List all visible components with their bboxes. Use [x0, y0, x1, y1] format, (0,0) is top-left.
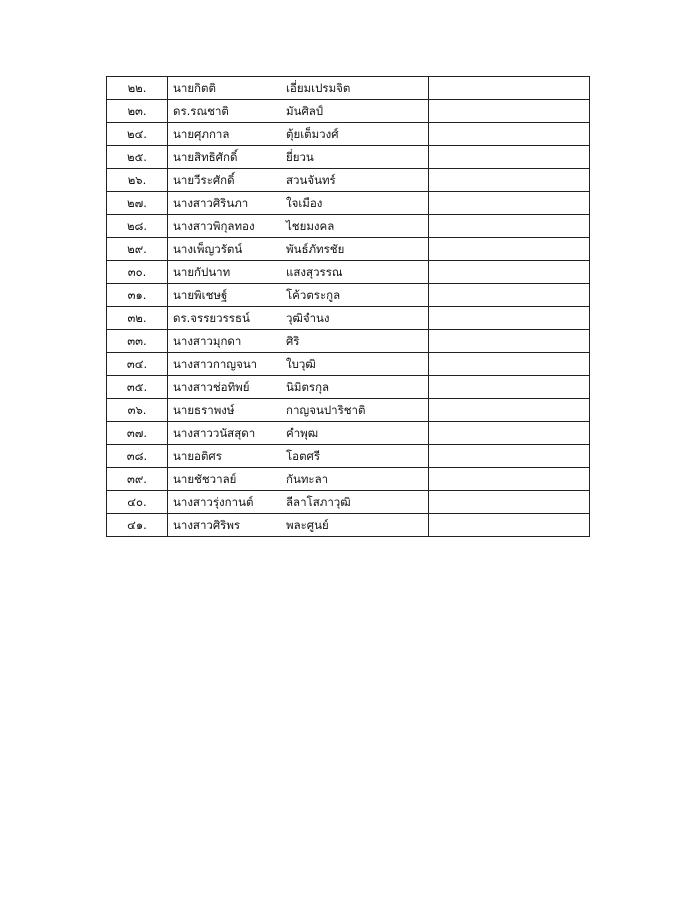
row-number: ๒๔. — [107, 123, 168, 146]
first-name: นางสาววนัสสุดา — [173, 426, 256, 440]
note-cell — [429, 399, 590, 422]
table-row — [107, 238, 590, 261]
first-name: นางสาวช่อทิพย์ — [173, 380, 250, 394]
first-name: นายอติศร — [173, 449, 222, 463]
table-row — [107, 284, 590, 307]
full-name-cell — [168, 100, 429, 123]
full-name-cell — [168, 192, 429, 215]
full-name-cell — [168, 307, 429, 330]
table-row — [107, 77, 590, 100]
last-name: กาญจนปาริชาติ — [286, 403, 366, 417]
note-cell — [429, 192, 590, 215]
first-name: นางสาวรุ่งกานต์ — [173, 495, 254, 509]
full-name-cell — [168, 77, 429, 100]
row-number: ๔๑. — [107, 514, 168, 537]
table-row — [107, 307, 590, 330]
first-name: นายธราพงษ์ — [173, 403, 235, 417]
first-name: ดร.รณชาติ — [173, 104, 229, 118]
first-name: นางสาวพิกุลทอง — [173, 219, 255, 233]
table-row — [107, 330, 590, 353]
last-name: นิมิตรกุล — [286, 380, 330, 394]
table-row — [107, 100, 590, 123]
row-number: ๒๕. — [107, 146, 168, 169]
last-name: เอี่ยมเปรมจิต — [286, 81, 351, 95]
last-name: พันธ์ภัทรชัย — [286, 242, 345, 256]
note-cell — [429, 330, 590, 353]
row-number: ๓๐. — [107, 261, 168, 284]
note-cell — [429, 100, 590, 123]
full-name-cell — [168, 330, 429, 353]
full-name-cell — [168, 353, 429, 376]
first-name: ดร.จรรยวรรธน์ — [173, 311, 250, 325]
first-name: นางเพ็ญวรัตน์ — [173, 242, 243, 256]
row-number: ๒๓. — [107, 100, 168, 123]
note-cell — [429, 238, 590, 261]
last-name: โอตศรี — [286, 449, 321, 463]
last-name: มันศิลป์ — [286, 104, 324, 118]
last-name: ลีลาโสภาวุฒิ — [286, 495, 351, 509]
note-cell — [429, 376, 590, 399]
note-cell — [429, 215, 590, 238]
first-name: นายสิทธิศักดิ์ — [173, 150, 238, 164]
table-row — [107, 445, 590, 468]
last-name: วุฒิจำนง — [286, 311, 330, 325]
note-cell — [429, 146, 590, 169]
row-number: ๓๘. — [107, 445, 168, 468]
full-name-cell — [168, 238, 429, 261]
table-row — [107, 353, 590, 376]
full-name-cell — [168, 422, 429, 445]
table-row — [107, 123, 590, 146]
first-name: นายพิเชษฐ์ — [173, 288, 228, 302]
row-number: ๓๙. — [107, 468, 168, 491]
first-name: นางสาวมุกดา — [173, 334, 242, 348]
table-row — [107, 468, 590, 491]
last-name: โค้วตระกูล — [286, 288, 341, 302]
table-row — [107, 169, 590, 192]
note-cell — [429, 307, 590, 330]
first-name: นายกัปนาท — [173, 265, 231, 279]
full-name-cell — [168, 491, 429, 514]
last-name: สวนจันทร์ — [286, 173, 336, 187]
last-name: พละศูนย์ — [286, 518, 329, 532]
last-name: ยี่ยวน — [286, 150, 314, 164]
first-name: นายชัชวาลย์ — [173, 472, 237, 486]
row-number: ๒๗. — [107, 192, 168, 215]
full-name-cell — [168, 261, 429, 284]
last-name: ใบวุฒิ — [286, 357, 316, 371]
note-cell — [429, 284, 590, 307]
last-name: กันทะลา — [286, 472, 329, 486]
note-cell — [429, 514, 590, 537]
row-number: ๒๙. — [107, 238, 168, 261]
row-number: ๓๕. — [107, 376, 168, 399]
table-row — [107, 261, 590, 284]
table-row — [107, 376, 590, 399]
table-row — [107, 514, 590, 537]
row-number: ๓๑. — [107, 284, 168, 307]
row-number: ๔๐. — [107, 491, 168, 514]
full-name-cell — [168, 123, 429, 146]
table-row — [107, 399, 590, 422]
first-name: นายวีระศักดิ์ — [173, 173, 235, 187]
note-cell — [429, 169, 590, 192]
table-row — [107, 192, 590, 215]
row-number: ๒๖. — [107, 169, 168, 192]
last-name: แสงสุวรรณ — [286, 265, 343, 279]
note-cell — [429, 491, 590, 514]
note-cell — [429, 77, 590, 100]
full-name-cell — [168, 445, 429, 468]
full-name-cell — [168, 376, 429, 399]
full-name-cell — [168, 146, 429, 169]
row-number: ๓๓. — [107, 330, 168, 353]
note-cell — [429, 422, 590, 445]
table-row — [107, 215, 590, 238]
note-cell — [429, 353, 590, 376]
note-cell — [429, 468, 590, 491]
full-name-cell — [168, 215, 429, 238]
full-name-cell — [168, 169, 429, 192]
full-name-cell — [168, 399, 429, 422]
last-name: ใจเมือง — [286, 196, 323, 210]
note-cell — [429, 123, 590, 146]
full-name-cell — [168, 514, 429, 537]
row-number: ๓๔. — [107, 353, 168, 376]
row-number: ๓๒. — [107, 307, 168, 330]
first-name: นายกิตติ — [173, 81, 216, 95]
row-number: ๓๖. — [107, 399, 168, 422]
last-name: ตุ้ยเต็มวงศ์ — [286, 127, 339, 141]
table-row — [107, 422, 590, 445]
note-cell — [429, 445, 590, 468]
row-number: ๒๒. — [107, 77, 168, 100]
note-cell — [429, 261, 590, 284]
full-name-cell — [168, 468, 429, 491]
name-list-table — [106, 76, 590, 537]
name-list-body — [107, 77, 590, 537]
first-name: นางสาวกาญจนา — [173, 357, 258, 371]
full-name-cell — [168, 284, 429, 307]
table-row — [107, 491, 590, 514]
row-number: ๒๘. — [107, 215, 168, 238]
first-name: นายศุภกาล — [173, 127, 230, 141]
last-name: คำพุฒ — [286, 426, 319, 440]
first-name: นางสาวศิริพร — [173, 518, 241, 532]
last-name: ไชยมงคล — [286, 219, 335, 233]
first-name: นางสาวศิรินภา — [173, 196, 249, 210]
table-row — [107, 146, 590, 169]
last-name: ศิริ — [286, 334, 300, 348]
row-number: ๓๗. — [107, 422, 168, 445]
